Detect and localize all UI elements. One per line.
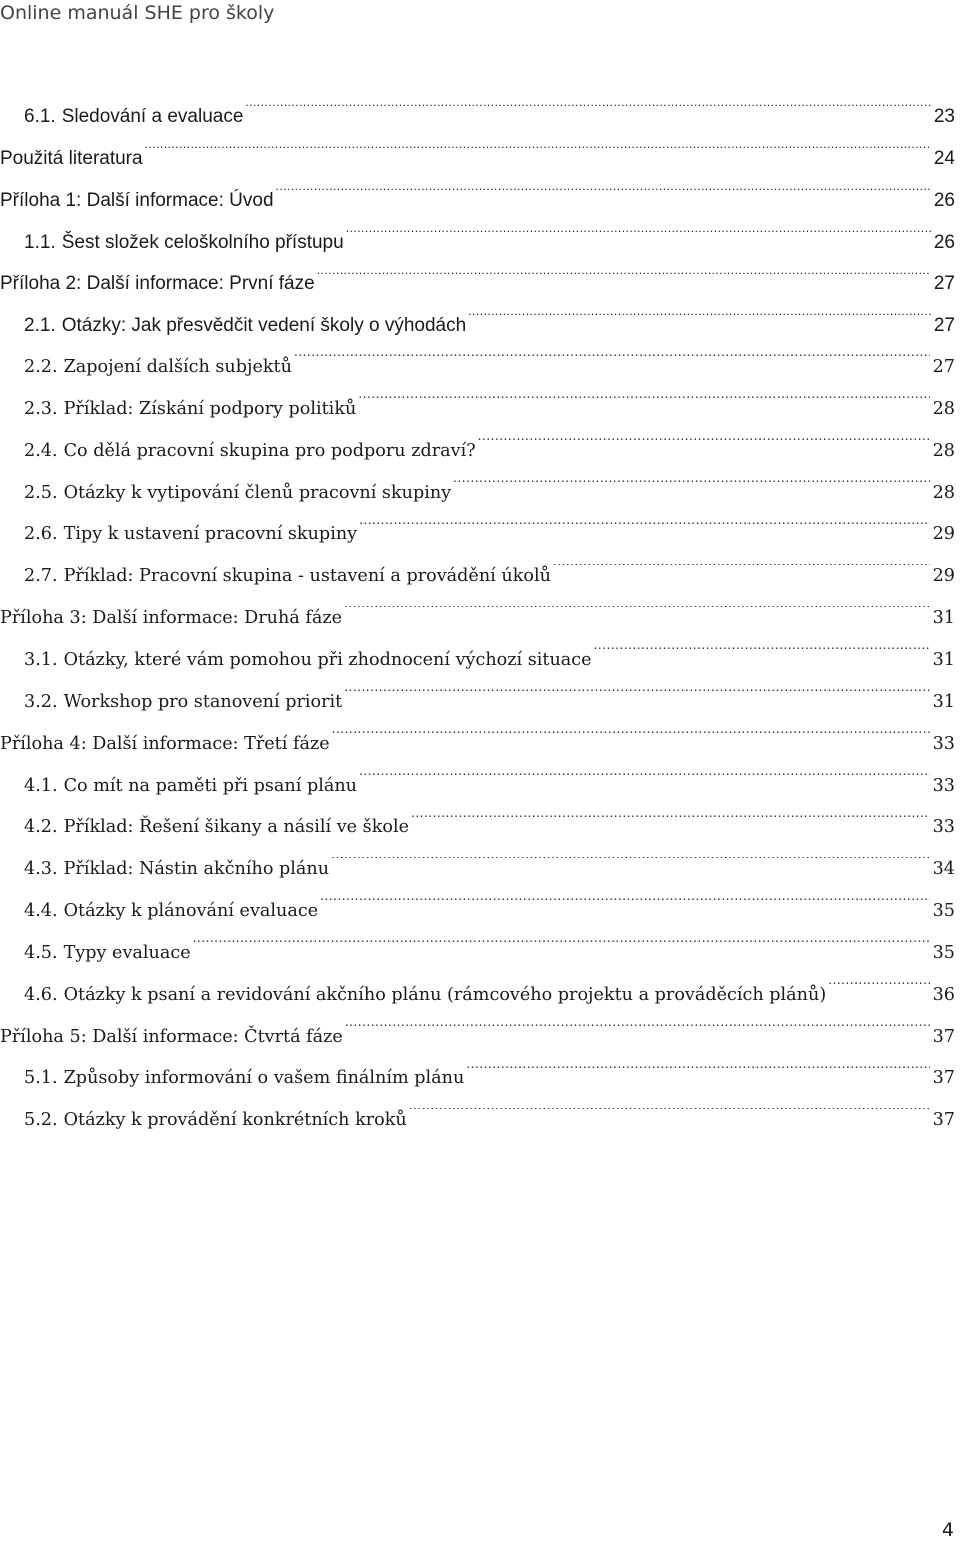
toc-entry-page: 29 bbox=[932, 566, 955, 587]
toc-entry-page: 31 bbox=[932, 608, 955, 629]
toc-entry-number: 2.3. bbox=[24, 398, 58, 419]
toc-entry-page: 34 bbox=[932, 859, 955, 880]
toc-entry-number: 4.3. bbox=[24, 859, 58, 880]
toc-entry-number: 3.2. bbox=[24, 691, 58, 712]
toc-entry-title: Příloha 2: Další informace: První fáze bbox=[0, 273, 315, 295]
toc-entry[interactable] bbox=[0, 473, 955, 515]
toc-entry-page: 33 bbox=[932, 733, 955, 754]
toc-entry[interactable] bbox=[0, 682, 955, 724]
toc-entry-number: 4.6. bbox=[24, 984, 58, 1005]
toc-dot-leader bbox=[332, 731, 930, 749]
toc-dot-leader bbox=[411, 815, 930, 833]
toc-entry[interactable] bbox=[0, 975, 955, 1017]
toc-entry-title: Otázky k plánování evaluace bbox=[63, 901, 319, 922]
toc-entry-number: 4.1. bbox=[24, 775, 58, 796]
toc-entry[interactable] bbox=[0, 431, 955, 473]
toc-entry-title: Příklad: Řešení šikany a násilí ve škole bbox=[63, 817, 410, 838]
toc-entry-title: Sledování a evaluace bbox=[61, 106, 244, 127]
toc-dot-leader bbox=[359, 522, 930, 540]
toc-entry-number: 5.1. bbox=[24, 1068, 58, 1089]
toc-entry-number: 4.2. bbox=[24, 817, 58, 838]
document-header: Online manuál SHE pro školy bbox=[0, 2, 275, 24]
toc-dot-leader bbox=[320, 898, 929, 916]
toc-entry-page: 29 bbox=[932, 524, 955, 545]
toc-entry-number: 4.5. bbox=[24, 942, 58, 963]
toc-entry[interactable] bbox=[0, 96, 955, 138]
toc-dot-leader bbox=[478, 438, 930, 456]
toc-dot-leader bbox=[331, 857, 930, 875]
toc-entry-title: Co mít na paměti při psaní plánu bbox=[63, 775, 358, 796]
toc-entry-title: Šest složek celoškolního přístupu bbox=[61, 231, 344, 253]
toc-entry-page: 27 bbox=[933, 315, 955, 337]
toc-entry-number: 4.4. bbox=[24, 901, 58, 922]
toc-entry[interactable] bbox=[0, 724, 955, 766]
toc-entry-page: 26 bbox=[933, 189, 955, 211]
toc-entry-page: 33 bbox=[932, 775, 955, 796]
toc-dot-leader bbox=[344, 689, 929, 707]
toc-entry[interactable] bbox=[0, 933, 955, 975]
toc-entry-title: Tipy k ustavení pracovní skupiny bbox=[63, 524, 358, 545]
toc-entry-title: Způsoby informování o vašem finálním plánu bbox=[63, 1068, 465, 1089]
toc-entry[interactable] bbox=[0, 640, 955, 682]
toc-dot-leader bbox=[317, 270, 931, 289]
toc-entry[interactable] bbox=[0, 138, 955, 180]
toc-dot-leader bbox=[294, 354, 930, 372]
toc-entry[interactable] bbox=[0, 1100, 955, 1142]
page-number: 4 bbox=[941, 1519, 954, 1541]
toc-entry-title: Otázky: Jak přesvědčit vedení školy o výhodách bbox=[61, 315, 467, 337]
toc-entry-number: 2.6. bbox=[24, 524, 58, 545]
toc-entry[interactable] bbox=[0, 556, 955, 598]
toc-dot-leader bbox=[409, 1108, 930, 1126]
toc-entry-title: Otázky k vytipování členů pracovní skupiny bbox=[63, 482, 452, 503]
toc-entry[interactable] bbox=[0, 347, 955, 389]
toc-entry-title: Použitá literatura bbox=[0, 147, 143, 169]
toc-entry-page: 28 bbox=[932, 398, 955, 419]
toc-entry-page: 31 bbox=[932, 649, 955, 670]
toc-entry-title: Workshop pro stanovení priorit bbox=[63, 691, 343, 712]
toc-entry-number: 1.1. bbox=[24, 231, 56, 253]
toc-entry-number: 2.4. bbox=[24, 440, 58, 461]
toc-entry-title: Otázky, které vám pomohou při zhodnocení výchozí situace bbox=[63, 649, 592, 670]
toc-dot-leader bbox=[276, 187, 931, 206]
toc-entry-title: Otázky k psaní a revidování akčního plánu (rámcového projektu a prováděcích plánů) bbox=[63, 984, 827, 1005]
toc-entry-title: Příloha 1: Další informace: Úvod bbox=[0, 189, 274, 211]
toc-entry-page: 36 bbox=[932, 984, 955, 1005]
toc-entry-page: 23 bbox=[933, 106, 955, 127]
toc-entry-page: 33 bbox=[932, 817, 955, 838]
toc-entry-title: Co dělá pracovní skupina pro podporu zdraví? bbox=[63, 440, 476, 461]
toc-dot-leader bbox=[358, 396, 929, 414]
toc-entry[interactable] bbox=[0, 1058, 955, 1100]
toc-entry-page: 31 bbox=[932, 691, 955, 712]
toc-dot-leader bbox=[145, 145, 931, 164]
toc-dot-leader bbox=[553, 564, 930, 582]
toc-entry-title: Typy evaluace bbox=[63, 942, 191, 963]
toc-entry-title: Otázky k provádění konkrétních kroků bbox=[63, 1110, 407, 1131]
toc-dot-leader bbox=[245, 103, 930, 122]
toc-entry-number: 5.2. bbox=[24, 1110, 58, 1131]
toc-entry-page: 37 bbox=[932, 1026, 955, 1047]
toc-entry[interactable] bbox=[0, 514, 955, 556]
toc-entry[interactable] bbox=[0, 222, 955, 264]
toc-entry-title: Příloha 3: Další informace: Druhá fáze bbox=[0, 608, 343, 629]
toc-entry-page: 26 bbox=[933, 231, 955, 253]
toc-entry-number: 2.5. bbox=[24, 482, 58, 503]
toc-dot-leader bbox=[466, 1066, 929, 1084]
toc-entry-number: 6.1. bbox=[24, 106, 56, 127]
toc-entry-number: 2.1. bbox=[24, 315, 56, 337]
toc-dot-leader bbox=[346, 229, 931, 248]
toc-dot-leader bbox=[193, 940, 930, 958]
toc-entry[interactable] bbox=[0, 305, 955, 347]
toc-entry[interactable] bbox=[0, 849, 955, 891]
toc-entry-number: 2.7. bbox=[24, 566, 58, 587]
toc-dot-leader bbox=[468, 312, 931, 331]
toc-entry-title: Příklad: Získání podpory politiků bbox=[63, 398, 357, 419]
toc-entry[interactable] bbox=[0, 891, 955, 933]
toc-entry-title: Příloha 5: Další informace: Čtvrtá fáze bbox=[0, 1026, 343, 1047]
toc-entry[interactable] bbox=[0, 263, 955, 305]
toc-dot-leader bbox=[359, 773, 930, 791]
toc-entry[interactable] bbox=[0, 598, 955, 640]
toc-entry-page: 28 bbox=[932, 482, 955, 503]
toc-entry-number: 2.2. bbox=[24, 357, 58, 378]
toc-entry[interactable] bbox=[0, 389, 955, 431]
toc-entry-page: 28 bbox=[932, 440, 955, 461]
toc-entry-number: 3.1. bbox=[24, 649, 58, 670]
toc-entry-page: 27 bbox=[933, 273, 955, 295]
toc-entry[interactable] bbox=[0, 1017, 955, 1059]
toc-entry-page: 37 bbox=[932, 1110, 955, 1131]
toc-entry-title: Příklad: Pracovní skupina - ustavení a provádění úkolů bbox=[63, 566, 551, 587]
toc-entry[interactable] bbox=[0, 766, 955, 808]
toc-entry-page: 35 bbox=[932, 901, 955, 922]
toc-entry-title: Zapojení dalších subjektů bbox=[63, 357, 292, 378]
toc-entry-title: Příklad: Nástin akčního plánu bbox=[63, 859, 330, 880]
table-of-contents bbox=[0, 96, 955, 1142]
toc-entry-title: Příloha 4: Další informace: Třetí fáze bbox=[0, 733, 330, 754]
toc-dot-leader bbox=[594, 647, 930, 665]
toc-entry-page: 35 bbox=[932, 942, 955, 963]
toc-entry-page: 27 bbox=[932, 357, 955, 378]
toc-dot-leader bbox=[453, 480, 929, 498]
toc-dot-leader bbox=[345, 1024, 930, 1042]
toc-dot-leader bbox=[344, 606, 930, 624]
toc-dot-leader bbox=[828, 982, 929, 1000]
toc-entry-page: 24 bbox=[933, 147, 955, 169]
toc-entry[interactable] bbox=[0, 807, 955, 849]
toc-entry-page: 37 bbox=[932, 1068, 955, 1089]
toc-entry[interactable] bbox=[0, 180, 955, 222]
